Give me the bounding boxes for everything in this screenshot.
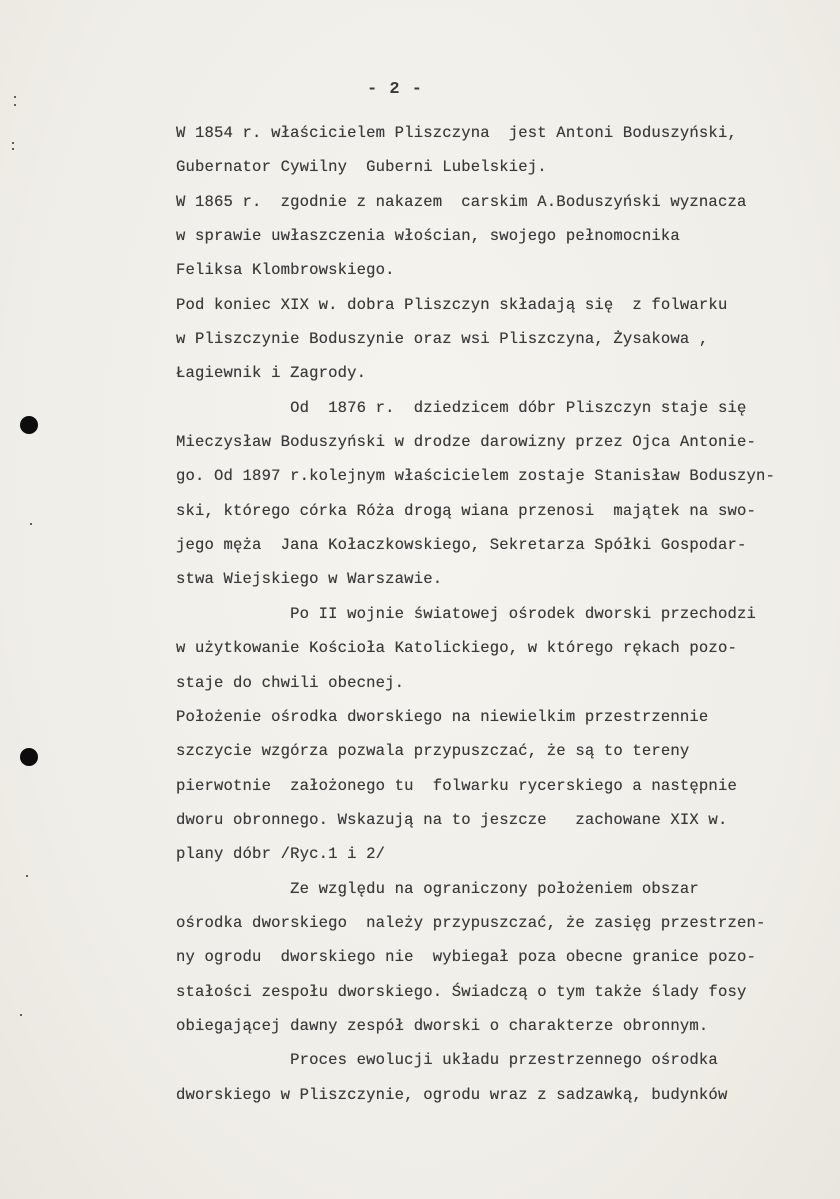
body-text (176, 116, 816, 1112)
text-line: dworskiego w Pliszczynie, ogrodu wraz z sadzawką, budynków (176, 1085, 728, 1104)
text-line: ski, którego córka Róża drogą wiana przenosi majątek na swo- (176, 501, 756, 520)
margin-speck (26, 875, 28, 877)
margin-speck (30, 523, 32, 525)
punch-hole-top (20, 416, 38, 434)
text-line: W 1865 r. zgodnie z nakazem carskim A.Boduszyński wyznacza (176, 192, 747, 211)
text-line: Pod koniec XIX w. dobra Pliszczyn składają się z folwarku (176, 295, 728, 314)
margin-speck (20, 1014, 22, 1016)
text-line: staje do chwili obecnej. (176, 673, 405, 692)
text-line: dworu obronnego. Wskazują na to jeszcze zachowane XIX w. (176, 810, 728, 829)
margin-speck (12, 148, 14, 150)
text-line: Feliksa Klombrowskiego. (176, 261, 395, 280)
page-number: - 2 - (366, 80, 423, 99)
text-line: szczycie wzgórza pozwala przypuszczać, że są to tereny (176, 742, 690, 761)
text-line: Po II wojnie światowej ośrodek dworski przechodzi (176, 604, 756, 623)
text-line: w sprawie uwłaszczenia włościan, swojego pełnomocnika (176, 227, 680, 246)
margin-speck (14, 104, 16, 106)
punch-hole-bottom (20, 748, 38, 766)
text-line: w Pliszczynie Boduszynie oraz wsi Pliszczyna, Żysakowa , (176, 330, 709, 349)
text-line: go. Od 1897 r.kolejnym właścicielem zostaje Stanisław Boduszyn- (176, 467, 775, 486)
text-line: w użytkowanie Kościoła Katolickiego, w którego rękach pozo- (176, 639, 737, 658)
text-line: jego męża Jana Kołaczkowskiego, Sekretarza Spółki Gospodar- (176, 536, 747, 555)
text-line: stałości zespołu dworskiego. Świadczą o tym także ślady fosy (176, 982, 747, 1001)
text-line: plany dóbr /Ryc.1 i 2/ (176, 845, 386, 864)
text-line: W 1854 r. właścicielem Pliszczyna jest Antoni Boduszyński, (176, 124, 737, 142)
text-line: obiegającej dawny zespół dworski o charakterze obronnym. (176, 1016, 709, 1035)
text-line: Łagiewnik i Zagrody. (176, 364, 367, 383)
text-line: stwa Wiejskiego w Warszawie. (176, 570, 443, 589)
text-line: ny ogrodu dworskiego nie wybiegał poza obecne granice pozo- (176, 948, 756, 967)
text-line: pierwotnie założonego tu folwarku rycerskiego a następnie (176, 776, 737, 795)
text-line: Gubernator Cywilny Guberni Lubelskiej. (176, 158, 547, 177)
text-line: Proces ewolucji układu przestrzennego ośrodka (176, 1051, 718, 1070)
margin-speck (12, 142, 14, 144)
text-line: Mieczysław Boduszyński w drodze darowizny przez Ojca Antonie- (176, 433, 756, 452)
text-line: Położenie ośrodka dworskiego na niewielkim przestrzennie (176, 707, 709, 726)
text-line: Od 1876 r. dziedzicem dóbr Pliszczyn staje się (176, 398, 747, 417)
text-line: Ze względu na ograniczony położeniem obszar (176, 879, 699, 898)
text-line: ośrodka dworskiego należy przypuszczać, że zasięg przestrzen- (176, 913, 766, 932)
